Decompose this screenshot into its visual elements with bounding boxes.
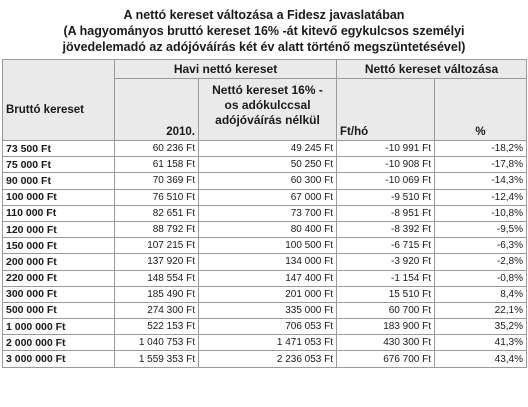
cell-net-16: 134 000 Ft bbox=[199, 254, 337, 270]
cell-gross: 120 000 Ft bbox=[3, 221, 115, 237]
header-2010: 2010. bbox=[115, 79, 199, 141]
table-body bbox=[3, 141, 527, 368]
cell-change-ft: 183 900 Ft bbox=[337, 319, 435, 335]
cell-change-percent: -2,8% bbox=[435, 254, 527, 270]
table-row bbox=[3, 189, 527, 205]
table-row bbox=[3, 238, 527, 254]
cell-change-percent: -17,8% bbox=[435, 157, 527, 173]
cell-net-16: 2 236 053 Ft bbox=[199, 351, 337, 367]
header-net16-line-3: adójóváírás nélkül bbox=[215, 113, 320, 127]
cell-change-ft: -8 951 Ft bbox=[337, 205, 435, 221]
cell-net-16: 706 053 Ft bbox=[199, 319, 337, 335]
title-line-2: (A hagyományos bruttó kereset 16% -át kitevő egykulcsos személyi bbox=[63, 24, 465, 38]
table-row bbox=[3, 254, 527, 270]
cell-net-16: 60 300 Ft bbox=[199, 173, 337, 189]
cell-net-16: 1 471 053 Ft bbox=[199, 335, 337, 351]
cell-net-2010: 61 158 Ft bbox=[115, 157, 199, 173]
header-net16-line-1: Nettó kereset 16% - bbox=[212, 83, 323, 97]
cell-gross: 500 000 Ft bbox=[3, 302, 115, 318]
header-net16 bbox=[199, 79, 337, 141]
cell-net-2010: 70 369 Ft bbox=[115, 173, 199, 189]
cell-net-16: 49 245 Ft bbox=[199, 141, 337, 157]
cell-net-2010: 60 236 Ft bbox=[115, 141, 199, 157]
cell-gross: 1 000 000 Ft bbox=[3, 319, 115, 335]
cell-change-ft: -6 715 Ft bbox=[337, 238, 435, 254]
table-row bbox=[3, 335, 527, 351]
cell-net-2010: 522 153 Ft bbox=[115, 319, 199, 335]
cell-change-ft: 60 700 Ft bbox=[337, 302, 435, 318]
cell-net-2010: 82 651 Ft bbox=[115, 205, 199, 221]
table-row bbox=[3, 270, 527, 286]
table-row bbox=[3, 319, 527, 335]
header-net-change: Nettó kereset változása bbox=[337, 60, 527, 79]
cell-change-ft: -1 154 Ft bbox=[337, 270, 435, 286]
cell-net-16: 201 000 Ft bbox=[199, 286, 337, 302]
header-corner bbox=[3, 60, 115, 79]
header-net16-line-2: os adókulccsal bbox=[224, 98, 311, 112]
cell-net-2010: 1 559 353 Ft bbox=[115, 351, 199, 367]
cell-gross: 75 000 Ft bbox=[3, 157, 115, 173]
cell-net-2010: 274 300 Ft bbox=[115, 302, 199, 318]
cell-net-16: 147 400 Ft bbox=[199, 270, 337, 286]
cell-net-2010: 107 215 Ft bbox=[115, 238, 199, 254]
cell-net-2010: 137 920 Ft bbox=[115, 254, 199, 270]
cell-change-percent: 8,4% bbox=[435, 286, 527, 302]
cell-gross: 73 500 Ft bbox=[3, 141, 115, 157]
cell-gross: 2 000 000 Ft bbox=[3, 335, 115, 351]
cell-net-16: 67 000 Ft bbox=[199, 189, 337, 205]
cell-change-ft: -8 392 Ft bbox=[337, 221, 435, 237]
cell-change-percent: 22,1% bbox=[435, 302, 527, 318]
cell-change-percent: -10,8% bbox=[435, 205, 527, 221]
header-monthly-net: Havi nettó kereset bbox=[115, 60, 337, 79]
cell-change-percent: -12,4% bbox=[435, 189, 527, 205]
cell-change-ft: -3 920 Ft bbox=[337, 254, 435, 270]
table-row bbox=[3, 173, 527, 189]
cell-net-2010: 88 792 Ft bbox=[115, 221, 199, 237]
cell-change-percent: -9,5% bbox=[435, 221, 527, 237]
cell-change-percent: -18,2% bbox=[435, 141, 527, 157]
cell-net-16: 335 000 Ft bbox=[199, 302, 337, 318]
cell-gross: 3 000 000 Ft bbox=[3, 351, 115, 367]
cell-change-ft: -10 991 Ft bbox=[337, 141, 435, 157]
cell-change-percent: -6,3% bbox=[435, 238, 527, 254]
header-gross: Bruttó kereset bbox=[3, 79, 115, 141]
cell-net-16: 100 500 Ft bbox=[199, 238, 337, 254]
cell-change-ft: 15 510 Ft bbox=[337, 286, 435, 302]
cell-change-ft: 676 700 Ft bbox=[337, 351, 435, 367]
cell-gross: 200 000 Ft bbox=[3, 254, 115, 270]
title-line-1: A nettó kereset változása a Fidesz javaslatában bbox=[123, 8, 405, 22]
cell-gross: 150 000 Ft bbox=[3, 238, 115, 254]
net-income-table bbox=[2, 59, 527, 368]
cell-change-percent: 41,3% bbox=[435, 335, 527, 351]
title-line-3: jövedelemadó az adójóváírás két év alatt történő megszüntetésével) bbox=[62, 40, 466, 54]
table-row bbox=[3, 351, 527, 367]
cell-change-ft: -9 510 Ft bbox=[337, 189, 435, 205]
cell-change-ft: -10 908 Ft bbox=[337, 157, 435, 173]
cell-net-2010: 76 510 Ft bbox=[115, 189, 199, 205]
cell-gross: 90 000 Ft bbox=[3, 173, 115, 189]
table-row bbox=[3, 157, 527, 173]
cell-net-16: 73 700 Ft bbox=[199, 205, 337, 221]
cell-net-2010: 185 490 Ft bbox=[115, 286, 199, 302]
header-ft-per-month: Ft/hó bbox=[337, 79, 435, 141]
table-row bbox=[3, 286, 527, 302]
cell-change-ft: -10 069 Ft bbox=[337, 173, 435, 189]
cell-change-ft: 430 300 Ft bbox=[337, 335, 435, 351]
cell-net-2010: 1 040 753 Ft bbox=[115, 335, 199, 351]
cell-change-percent: 35,2% bbox=[435, 319, 527, 335]
cell-change-percent: 43,4% bbox=[435, 351, 527, 367]
cell-change-percent: -0,8% bbox=[435, 270, 527, 286]
cell-gross: 100 000 Ft bbox=[3, 189, 115, 205]
table-row bbox=[3, 205, 527, 221]
cell-net-2010: 148 554 Ft bbox=[115, 270, 199, 286]
cell-change-percent: -14,3% bbox=[435, 173, 527, 189]
cell-gross: 110 000 Ft bbox=[3, 205, 115, 221]
table-row bbox=[3, 141, 527, 157]
table-row bbox=[3, 302, 527, 318]
cell-net-16: 80 400 Ft bbox=[199, 221, 337, 237]
cell-gross: 220 000 Ft bbox=[3, 270, 115, 286]
cell-gross: 300 000 Ft bbox=[3, 286, 115, 302]
cell-net-16: 50 250 Ft bbox=[199, 157, 337, 173]
table-row bbox=[3, 221, 527, 237]
header-percent: % bbox=[435, 79, 527, 141]
table-title bbox=[0, 0, 528, 59]
